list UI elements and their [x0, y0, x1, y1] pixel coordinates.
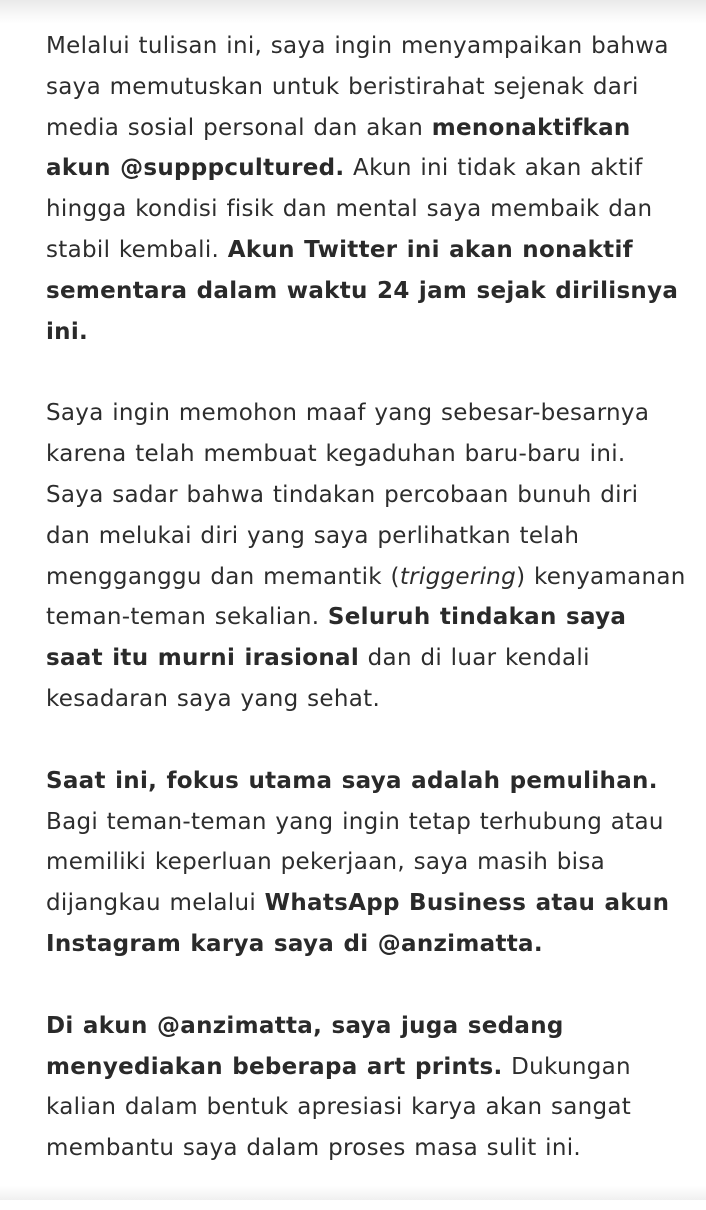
bold-account-handle: menonaktifkan akun @supppcultured. [46, 114, 631, 182]
text-segment: Bagi teman-teman yang ingin tetap terhubung atau memiliki keperluan pekerjaan, saya masih bisa dijangkau melalui [46, 808, 664, 917]
bold-twitter-notice: Akun Twitter ini akan nonaktif sementara dalam waktu 24 jam sejak dirilisnya ini. [46, 236, 679, 345]
bold-contact-channels: WhatsApp Business atau akun Instagram karya saya di @anzimatta. [46, 890, 670, 957]
text-segment: Saya ingin memohon maaf yang sebesar-besarnya karena telah membuat kegaduhan baru-baru ini. Saya sadar bahwa tindakan percobaan bunuh diri dan melukai diri yang saya perlihatkan telah mengganggu dan memantik ( [46, 400, 650, 590]
paragraph-art-prints [46, 1006, 686, 1169]
top-shadow [0, 0, 706, 24]
statement-document [46, 26, 686, 1210]
bold-recovery-focus: Saat ini, fokus utama saya adalah pemulihan. [46, 767, 658, 794]
paragraph-recovery [46, 761, 686, 965]
text-segment: ) kenyamanan teman-teman sekalian. [46, 563, 686, 631]
text-segment: Dukungan kalian dalam bentuk apresiasi karya akan sangat membantu saya dalam proses masa sulit ini. [46, 1053, 632, 1162]
bottom-shadow [0, 1186, 706, 1200]
text-segment: Melalui tulisan ini, saya ingin menyampaikan bahwa saya memutuskan untuk beristirahat sejenak dari media sosial personal dan akan [46, 33, 669, 141]
paragraph-deactivation [46, 26, 686, 352]
text-segment: dan di luar kendali kesadaran saya yang sehat. [46, 645, 590, 712]
paragraph-apology [46, 393, 686, 719]
bold-art-prints: Di akun @anzimatta, saya juga sedang menyediakan beberapa art prints. [46, 1012, 564, 1080]
italic-triggering: triggering [399, 563, 517, 590]
text-segment: Akun ini tidak akan aktif hingga kondisi fisik dan mental saya membaik dan stabil kembali. [46, 155, 653, 263]
bold-irrational-actions: Seluruh tindakan saya saat itu murni irasional [46, 604, 627, 672]
